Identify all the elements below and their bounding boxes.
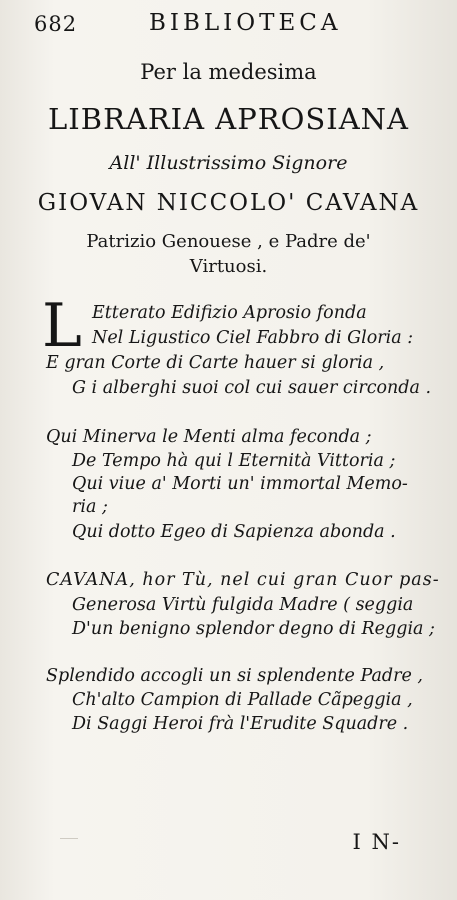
verse-line: Splendido accogli un si splendente Padre , (46, 666, 423, 686)
heading-dedicatee: GIOVAN NICCOLO' CAVANA (37, 190, 420, 216)
verse-line: E gran Corte di Carte hauer si gloria , (46, 353, 385, 373)
verse-line: De Tempo hà qui l Eternità Vittoria ; (72, 451, 396, 471)
verse-line: Qui Minerva le Menti alma feconda ; (46, 427, 372, 447)
drop-capital: L (42, 291, 82, 361)
page-number: 682 (34, 12, 78, 36)
verse-line: Di Saggi Heroi frà l'Erudite Squadre . (72, 714, 409, 734)
verse-line: G i alberghi suoi col cui sauer circonda . (72, 378, 432, 398)
heading-title: LIBRARIA APROSIANA (48, 102, 409, 136)
heading-dedication: All' Illustrissimo Signore (109, 152, 348, 174)
verse-line: Qui viue a' Morti un' immortal Memo- (72, 474, 408, 494)
heading-line-6: Virtuosi. (189, 256, 268, 277)
verse-line: ria ; (72, 497, 108, 517)
page-header (34, 4, 437, 36)
heading-line-1: Per la medesima (140, 60, 317, 84)
verse-line: D'un benigno splendor degno di Reggia ; (72, 619, 435, 639)
show-through-mark (60, 832, 78, 839)
verse-line: CAVANA, hor Tù, nel cui gran Cuor pas- (46, 570, 440, 590)
verse-line: Nel Ligustico Ciel Fabbro di Gloria : (92, 328, 414, 348)
verse-line: Qui dotto Egeo di Sapienza abonda . (72, 522, 396, 542)
heading-line-5: Patrizio Genouese , e Padre de' (86, 231, 371, 252)
verse-line: Generosa Virtù fulgida Madre ( seggia (72, 595, 414, 615)
verse-line: Ch'alto Campion di Pallade Cãpeggia , (72, 690, 413, 710)
catchword: I N- (352, 830, 401, 854)
running-title: BIBLIOTECA (149, 10, 342, 36)
verse-line: Etterato Edifizio Aprosio fonda (92, 303, 367, 323)
